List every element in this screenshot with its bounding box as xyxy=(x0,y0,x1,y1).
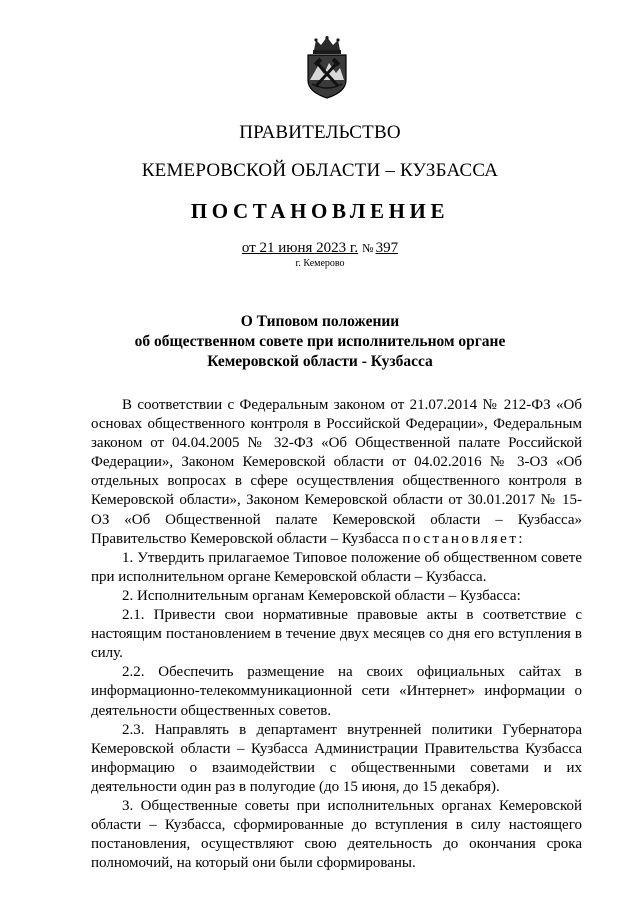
document-body xyxy=(91,396,582,873)
government-name-line2: КЕМЕРОВСКОЙ ОБЛАСТИ – КУЗБАССА xyxy=(141,160,499,181)
document-number: 397 xyxy=(375,240,399,256)
title-line1: О Типовом положении xyxy=(240,313,400,330)
item-2-1: 2.1. Привести свои нормативные правовые акты в соответствие с настоящим постановлением в течение двух месяцев со дня его вступления в силу. xyxy=(91,607,582,662)
document-date: от 21 июня 2023 г. xyxy=(241,240,359,256)
resolves-word: постановляет: xyxy=(402,530,526,547)
item-2-2: 2.2. Обеспечить размещение на своих официальных сайтах в информационно-телекоммуникационной сети «Интернет» информации о деятельности общественных советов. xyxy=(91,664,582,719)
number-sign: № xyxy=(362,241,374,255)
item-2-3: 2.3. Направлять в департамент внутренней политики Губернатора Кемеровской области – Кузбасса Администрации Правительства Кузбасса информацию о взаимодействии с общественными советами и их деятельности один раз в полугодие (до 15 июня, до 15 декабря). xyxy=(91,721,582,795)
kuzbass-coat-of-arms-icon xyxy=(302,36,352,100)
item-1: 1. Утвердить прилагаемое Типовое положение об общественном совете при исполнительном органе Кемеровской области – Кузбасса. xyxy=(91,549,582,585)
title-line3: Кемеровской области - Кузбасса xyxy=(207,353,433,370)
item-3: 3. Общественные советы при исполнительных органах Кемеровской области – Кузбасса, сформированные до вступления в силу настоящего постановления, осуществляют свою деятельность до окончания срока полномочий, на который они были сформированы. xyxy=(91,797,582,872)
document-type: ПОСТАНОВЛЕНИЕ xyxy=(190,199,450,223)
city: г. Кемерово xyxy=(295,258,345,269)
preamble-paragraph xyxy=(91,396,582,549)
government-name-line1: ПРАВИТЕЛЬСТВО xyxy=(239,122,401,143)
document-title xyxy=(0,312,640,372)
title-line2: об общественном совете при исполнительном органе xyxy=(134,333,506,350)
preamble-text: В соответствии с Федеральным законом от 21.07.2014 № 212-ФЗ «Об основах общественного контроля в Российской Федерации», Федеральным законом от 04.04.2005 № 32-ФЗ «Об Общественной палате Российской Федерации», Законом Кемеровской области от 04.02.2016 № 3-ОЗ «Об отдельных вопросах в сфере осуществления общественного контроля в Кемеровской области», Законом Кемеровской области от 30.01.2017 № 15-ОЗ «Об Общественной палате Кемеровской области – Кузбасса» Правительство Кемеровской области – Кузбасса xyxy=(91,397,582,547)
item-2: 2. Исполнительным органам Кемеровской области – Кузбасса: xyxy=(122,587,521,604)
date-number-line xyxy=(0,239,640,257)
